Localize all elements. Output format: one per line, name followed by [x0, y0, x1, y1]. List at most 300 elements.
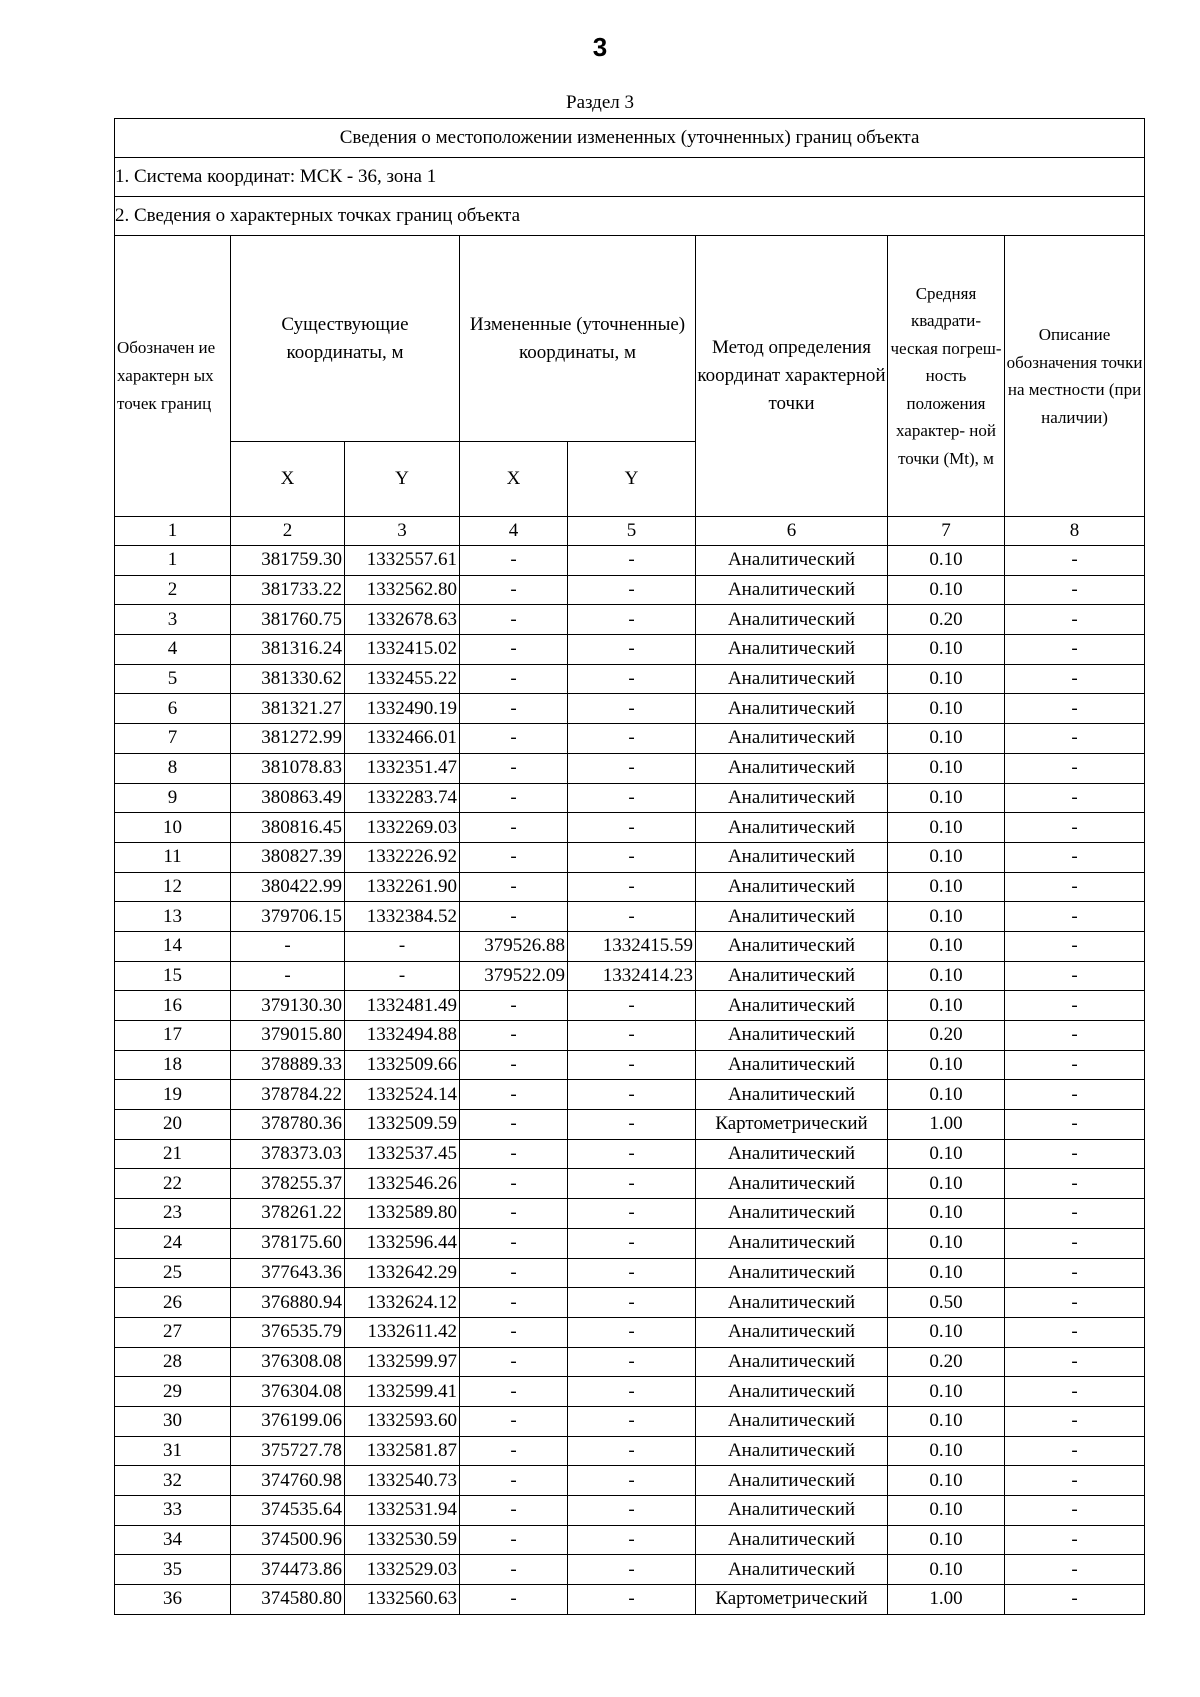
changed-y: - — [568, 1377, 696, 1407]
existing-y: 1332599.97 — [345, 1347, 460, 1377]
description-cell: - — [1005, 1050, 1145, 1080]
existing-y: 1332599.41 — [345, 1377, 460, 1407]
point-number: 36 — [115, 1585, 231, 1615]
changed-x: - — [460, 813, 568, 843]
existing-x: 376880.94 — [231, 1288, 345, 1318]
table-row — [115, 1110, 1145, 1140]
table-row — [115, 753, 1145, 783]
method-cell: Аналитический — [696, 1555, 888, 1585]
changed-x: - — [460, 1199, 568, 1229]
existing-x: 374760.98 — [231, 1466, 345, 1496]
point-number: 29 — [115, 1377, 231, 1407]
method-cell: Аналитический — [696, 991, 888, 1021]
description-cell: - — [1005, 872, 1145, 902]
changed-x: - — [460, 1496, 568, 1526]
point-number: 33 — [115, 1496, 231, 1526]
changed-y: - — [568, 991, 696, 1021]
existing-y: 1332509.59 — [345, 1110, 460, 1140]
existing-y: 1332529.03 — [345, 1555, 460, 1585]
point-number: 20 — [115, 1110, 231, 1140]
table-row — [115, 813, 1145, 843]
existing-y: - — [345, 961, 460, 991]
table-row — [115, 1347, 1145, 1377]
existing-x: 381272.99 — [231, 724, 345, 754]
table-row — [115, 605, 1145, 635]
changed-y: - — [568, 1021, 696, 1051]
changed-y: - — [568, 1317, 696, 1347]
table-row — [115, 635, 1145, 665]
method-cell: Картометрический — [696, 1110, 888, 1140]
description-cell: - — [1005, 902, 1145, 932]
table-row — [115, 546, 1145, 576]
description-cell: - — [1005, 1110, 1145, 1140]
existing-x: 381078.83 — [231, 753, 345, 783]
changed-y: - — [568, 1496, 696, 1526]
method-cell: Аналитический — [696, 1021, 888, 1051]
changed-x: - — [460, 1555, 568, 1585]
method-cell: Аналитический — [696, 1406, 888, 1436]
error-cell: 0.10 — [888, 1080, 1005, 1110]
page-number: 3 — [592, 32, 608, 62]
table-row — [115, 1050, 1145, 1080]
changed-x: - — [460, 1525, 568, 1555]
error-cell: 0.10 — [888, 575, 1005, 605]
existing-y: 1332415.02 — [345, 635, 460, 665]
changed-x: - — [460, 1258, 568, 1288]
error-cell: 0.10 — [888, 546, 1005, 576]
error-cell: 0.20 — [888, 1347, 1005, 1377]
changed-y: - — [568, 783, 696, 813]
changed-x: - — [460, 1377, 568, 1407]
table-row — [115, 1406, 1145, 1436]
column-number: 2 — [231, 517, 345, 546]
description-cell: - — [1005, 635, 1145, 665]
error-cell: 0.10 — [888, 1258, 1005, 1288]
table-row — [115, 902, 1145, 932]
point-number: 30 — [115, 1406, 231, 1436]
existing-x: 374500.96 — [231, 1525, 345, 1555]
changed-y: 1332414.23 — [568, 961, 696, 991]
existing-x: 378784.22 — [231, 1080, 345, 1110]
error-cell: 0.10 — [888, 1496, 1005, 1526]
existing-x: 374580.80 — [231, 1585, 345, 1615]
point-number: 2 — [115, 575, 231, 605]
existing-y: 1332540.73 — [345, 1466, 460, 1496]
boundary-points-table — [114, 118, 1145, 1615]
changed-x: - — [460, 783, 568, 813]
error-cell: 0.10 — [888, 902, 1005, 932]
description-cell: - — [1005, 1258, 1145, 1288]
existing-x: 378175.60 — [231, 1228, 345, 1258]
method-cell: Аналитический — [696, 1080, 888, 1110]
existing-x: 379015.80 — [231, 1021, 345, 1051]
column-number: 4 — [460, 517, 568, 546]
table-row — [115, 1080, 1145, 1110]
error-cell: 0.10 — [888, 664, 1005, 694]
existing-y: 1332581.87 — [345, 1436, 460, 1466]
changed-y: 1332415.59 — [568, 931, 696, 961]
existing-y: 1332557.61 — [345, 546, 460, 576]
point-number: 31 — [115, 1436, 231, 1466]
description-cell: - — [1005, 783, 1145, 813]
description-cell: - — [1005, 931, 1145, 961]
point-number: 15 — [115, 961, 231, 991]
existing-x: 381316.24 — [231, 635, 345, 665]
header-changed-y: Y — [568, 442, 696, 517]
changed-x: - — [460, 605, 568, 635]
existing-x: 377643.36 — [231, 1258, 345, 1288]
point-number: 25 — [115, 1258, 231, 1288]
table-row — [115, 1317, 1145, 1347]
changed-y: - — [568, 1525, 696, 1555]
table-row — [115, 991, 1145, 1021]
method-cell: Аналитический — [696, 664, 888, 694]
method-cell: Картометрический — [696, 1585, 888, 1615]
existing-x: 376199.06 — [231, 1406, 345, 1436]
method-cell: Аналитический — [696, 635, 888, 665]
point-number: 6 — [115, 694, 231, 724]
point-number: 7 — [115, 724, 231, 754]
table-row — [115, 1139, 1145, 1169]
description-cell: - — [1005, 724, 1145, 754]
method-cell: Аналитический — [696, 724, 888, 754]
changed-y: - — [568, 1436, 696, 1466]
header-error: Средняя квадрати- ческая погреш- ность положения характер- ной точки (Mt), м — [888, 236, 1005, 517]
table-row — [115, 783, 1145, 813]
error-cell: 0.10 — [888, 813, 1005, 843]
table-row — [115, 724, 1145, 754]
error-cell: 0.10 — [888, 961, 1005, 991]
existing-x: 379130.30 — [231, 991, 345, 1021]
description-cell: - — [1005, 1199, 1145, 1229]
error-cell: 1.00 — [888, 1585, 1005, 1615]
description-cell: - — [1005, 1080, 1145, 1110]
column-number: 1 — [115, 517, 231, 546]
point-number: 9 — [115, 783, 231, 813]
changed-y: - — [568, 1199, 696, 1229]
method-cell: Аналитический — [696, 546, 888, 576]
points-title: 2. Сведения о характерных точках границ объекта — [115, 197, 1145, 236]
method-cell: Аналитический — [696, 783, 888, 813]
changed-x: - — [460, 1080, 568, 1110]
existing-y: 1332283.74 — [345, 783, 460, 813]
existing-x: 380816.45 — [231, 813, 345, 843]
changed-y: - — [568, 635, 696, 665]
changed-x: - — [460, 1169, 568, 1199]
changed-x: - — [460, 1347, 568, 1377]
changed-y: - — [568, 1139, 696, 1169]
description-cell: - — [1005, 1525, 1145, 1555]
description-cell: - — [1005, 694, 1145, 724]
existing-y: 1332490.19 — [345, 694, 460, 724]
existing-x: 376535.79 — [231, 1317, 345, 1347]
table-row — [115, 1496, 1145, 1526]
method-cell: Аналитический — [696, 1050, 888, 1080]
existing-x: - — [231, 961, 345, 991]
point-number: 8 — [115, 753, 231, 783]
description-cell: - — [1005, 1585, 1145, 1615]
error-cell: 0.10 — [888, 1139, 1005, 1169]
table-row — [115, 1288, 1145, 1318]
error-cell: 0.10 — [888, 842, 1005, 872]
existing-y: 1332509.66 — [345, 1050, 460, 1080]
existing-y: 1332269.03 — [345, 813, 460, 843]
table-row — [115, 694, 1145, 724]
method-cell: Аналитический — [696, 753, 888, 783]
point-number: 11 — [115, 842, 231, 872]
description-cell: - — [1005, 813, 1145, 843]
changed-x: - — [460, 753, 568, 783]
description-cell: - — [1005, 991, 1145, 1021]
existing-x: 381330.62 — [231, 664, 345, 694]
header-existing: Существующие координаты, м — [231, 236, 460, 442]
table-row — [115, 1555, 1145, 1585]
changed-y: - — [568, 1169, 696, 1199]
column-number: 7 — [888, 517, 1005, 546]
table-title: Сведения о местоположении измененных (уточненных) границ объекта — [115, 119, 1145, 158]
points-title-row — [115, 197, 1145, 236]
description-cell: - — [1005, 1406, 1145, 1436]
error-cell: 0.10 — [888, 1466, 1005, 1496]
changed-x: - — [460, 1436, 568, 1466]
method-cell: Аналитический — [696, 605, 888, 635]
error-cell: 0.10 — [888, 1436, 1005, 1466]
changed-x: - — [460, 1466, 568, 1496]
method-cell: Аналитический — [696, 1169, 888, 1199]
description-cell: - — [1005, 1555, 1145, 1585]
existing-x: 378373.03 — [231, 1139, 345, 1169]
description-cell: - — [1005, 1169, 1145, 1199]
table-row — [115, 872, 1145, 902]
changed-y: - — [568, 546, 696, 576]
existing-y: 1332531.94 — [345, 1496, 460, 1526]
changed-y: - — [568, 902, 696, 932]
existing-y: 1332611.42 — [345, 1317, 460, 1347]
method-cell: Аналитический — [696, 931, 888, 961]
description-cell: - — [1005, 1377, 1145, 1407]
coord-system: 1. Система координат: МСК - 36, зона 1 — [115, 158, 1145, 197]
error-cell: 0.10 — [888, 783, 1005, 813]
changed-x: - — [460, 1139, 568, 1169]
table-row — [115, 1466, 1145, 1496]
point-number: 5 — [115, 664, 231, 694]
point-number: 35 — [115, 1555, 231, 1585]
column-number: 5 — [568, 517, 696, 546]
existing-y: 1332494.88 — [345, 1021, 460, 1051]
changed-y: - — [568, 1585, 696, 1615]
changed-y: - — [568, 1406, 696, 1436]
point-number: 12 — [115, 872, 231, 902]
description-cell: - — [1005, 575, 1145, 605]
changed-x: - — [460, 1050, 568, 1080]
point-number: 10 — [115, 813, 231, 843]
method-cell: Аналитический — [696, 961, 888, 991]
method-cell: Аналитический — [696, 1258, 888, 1288]
method-cell: Аналитический — [696, 1199, 888, 1229]
existing-y: 1332530.59 — [345, 1525, 460, 1555]
changed-y: - — [568, 605, 696, 635]
existing-x: 380863.49 — [231, 783, 345, 813]
changed-x: - — [460, 694, 568, 724]
description-cell: - — [1005, 546, 1145, 576]
description-cell: - — [1005, 1466, 1145, 1496]
point-number: 23 — [115, 1199, 231, 1229]
column-number: 3 — [345, 517, 460, 546]
existing-x: 375727.78 — [231, 1436, 345, 1466]
method-cell: Аналитический — [696, 1288, 888, 1318]
method-cell: Аналитический — [696, 1317, 888, 1347]
header-row — [115, 236, 1145, 442]
column-number: 6 — [696, 517, 888, 546]
changed-x: - — [460, 1110, 568, 1140]
column-numbers-row — [115, 517, 1145, 546]
changed-y: - — [568, 1110, 696, 1140]
changed-x: - — [460, 1228, 568, 1258]
error-cell: 1.00 — [888, 1110, 1005, 1140]
existing-y: - — [345, 931, 460, 961]
method-cell: Аналитический — [696, 1436, 888, 1466]
existing-x: 376308.08 — [231, 1347, 345, 1377]
table-row — [115, 1436, 1145, 1466]
point-number: 32 — [115, 1466, 231, 1496]
changed-x: 379522.09 — [460, 961, 568, 991]
table-row — [115, 1228, 1145, 1258]
changed-x: - — [460, 1585, 568, 1615]
method-cell: Аналитический — [696, 842, 888, 872]
point-number: 4 — [115, 635, 231, 665]
error-cell: 0.10 — [888, 1377, 1005, 1407]
existing-y: 1332351.47 — [345, 753, 460, 783]
column-number: 8 — [1005, 517, 1145, 546]
error-cell: 0.10 — [888, 724, 1005, 754]
existing-y: 1332537.45 — [345, 1139, 460, 1169]
point-number: 34 — [115, 1525, 231, 1555]
point-number: 22 — [115, 1169, 231, 1199]
method-cell: Аналитический — [696, 1139, 888, 1169]
error-cell: 0.20 — [888, 1021, 1005, 1051]
method-cell: Аналитический — [696, 694, 888, 724]
description-cell: - — [1005, 842, 1145, 872]
existing-y: 1332226.92 — [345, 842, 460, 872]
changed-x: - — [460, 902, 568, 932]
table-row — [115, 931, 1145, 961]
changed-x: - — [460, 1021, 568, 1051]
changed-x: - — [460, 635, 568, 665]
description-cell: - — [1005, 1228, 1145, 1258]
error-cell: 0.10 — [888, 931, 1005, 961]
point-number: 3 — [115, 605, 231, 635]
error-cell: 0.10 — [888, 1317, 1005, 1347]
method-cell: Аналитический — [696, 902, 888, 932]
error-cell: 0.10 — [888, 1228, 1005, 1258]
table-body — [115, 546, 1145, 1615]
existing-x: 381321.27 — [231, 694, 345, 724]
changed-y: - — [568, 842, 696, 872]
description-cell: - — [1005, 664, 1145, 694]
description-cell: - — [1005, 1021, 1145, 1051]
point-number: 18 — [115, 1050, 231, 1080]
method-cell: Аналитический — [696, 1525, 888, 1555]
point-number: 19 — [115, 1080, 231, 1110]
header-existing-x: X — [231, 442, 345, 517]
point-number: 16 — [115, 991, 231, 1021]
table-row — [115, 1525, 1145, 1555]
error-cell: 0.10 — [888, 1525, 1005, 1555]
existing-x: 378780.36 — [231, 1110, 345, 1140]
changed-y: - — [568, 664, 696, 694]
error-cell: 0.20 — [888, 605, 1005, 635]
description-cell: - — [1005, 753, 1145, 783]
changed-y: - — [568, 1347, 696, 1377]
point-number: 28 — [115, 1347, 231, 1377]
existing-y: 1332596.44 — [345, 1228, 460, 1258]
point-number: 21 — [115, 1139, 231, 1169]
header-designation: Обозначен ие характерн ых точек границ — [115, 236, 231, 517]
existing-y: 1332560.63 — [345, 1585, 460, 1615]
existing-x: 379706.15 — [231, 902, 345, 932]
coord-system-row — [115, 158, 1145, 197]
changed-x: - — [460, 1317, 568, 1347]
existing-x: 374535.64 — [231, 1496, 345, 1526]
existing-y: 1332261.90 — [345, 872, 460, 902]
changed-y: - — [568, 753, 696, 783]
changed-y: - — [568, 1050, 696, 1080]
error-cell: 0.10 — [888, 991, 1005, 1021]
changed-y: - — [568, 575, 696, 605]
table-row — [115, 1199, 1145, 1229]
changed-x: - — [460, 664, 568, 694]
method-cell: Аналитический — [696, 1466, 888, 1496]
changed-y: - — [568, 1228, 696, 1258]
changed-y: - — [568, 1080, 696, 1110]
changed-y: - — [568, 724, 696, 754]
table-row — [115, 1258, 1145, 1288]
method-cell: Аналитический — [696, 1347, 888, 1377]
changed-x: - — [460, 546, 568, 576]
existing-x: 378889.33 — [231, 1050, 345, 1080]
header-existing-y: Y — [345, 442, 460, 517]
changed-y: - — [568, 1258, 696, 1288]
table-row — [115, 1021, 1145, 1051]
existing-y: 1332455.22 — [345, 664, 460, 694]
existing-x: 378261.22 — [231, 1199, 345, 1229]
changed-x: - — [460, 575, 568, 605]
changed-x: - — [460, 872, 568, 902]
description-cell: - — [1005, 1139, 1145, 1169]
point-number: 1 — [115, 546, 231, 576]
point-number: 13 — [115, 902, 231, 932]
existing-y: 1332481.49 — [345, 991, 460, 1021]
error-cell: 0.10 — [888, 1050, 1005, 1080]
changed-x: - — [460, 842, 568, 872]
existing-y: 1332589.80 — [345, 1199, 460, 1229]
error-cell: 0.10 — [888, 753, 1005, 783]
error-cell: 0.10 — [888, 694, 1005, 724]
table-row — [115, 664, 1145, 694]
header-changed-x: X — [460, 442, 568, 517]
table-row — [115, 1585, 1145, 1615]
point-number: 17 — [115, 1021, 231, 1051]
error-cell: 0.10 — [888, 1555, 1005, 1585]
changed-y: - — [568, 1555, 696, 1585]
error-cell: 0.10 — [888, 1406, 1005, 1436]
changed-y: - — [568, 872, 696, 902]
method-cell: Аналитический — [696, 813, 888, 843]
changed-y: - — [568, 813, 696, 843]
description-cell: - — [1005, 1288, 1145, 1318]
description-cell: - — [1005, 605, 1145, 635]
existing-x: 381733.22 — [231, 575, 345, 605]
